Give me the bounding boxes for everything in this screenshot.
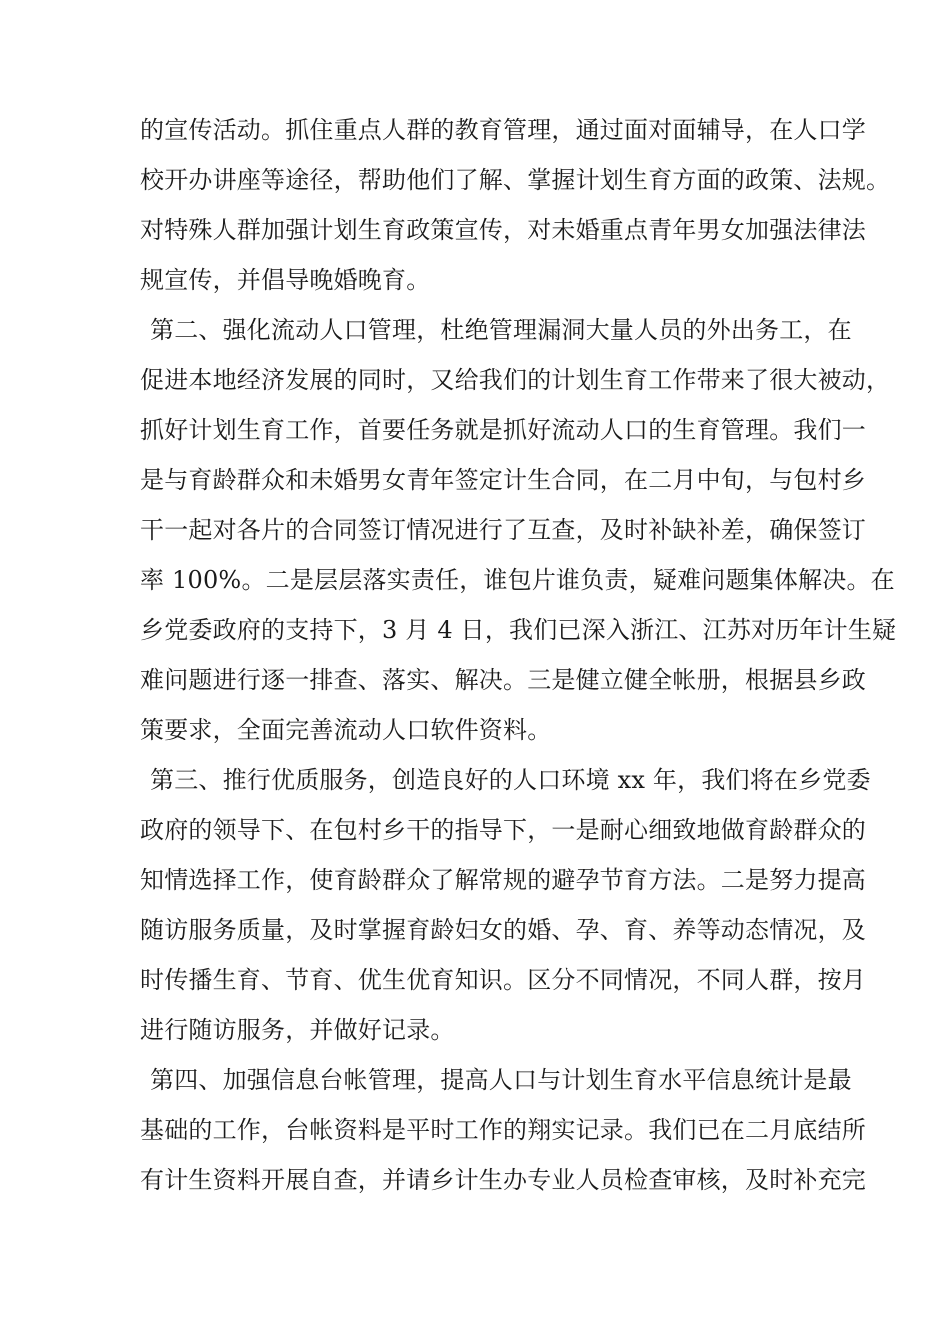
text-line: 对特殊人群加强计划生育政策宣传，对未婚重点青年男女加强法律法 bbox=[140, 216, 866, 244]
paragraph-heading-line: 第三、推行优质服务，创造良好的人口环境 xx 年，我们将在乡党委 bbox=[150, 766, 871, 794]
text-line: 规宣传，并倡导晚婚晚育。 bbox=[140, 266, 431, 294]
paragraph-heading-line: 第四、加强信息台帐管理，提高人口与计划生育水平信息统计是最 bbox=[150, 1066, 852, 1094]
text-line: 率 100%。二是层层落实责任，谁包片谁负责，疑难问题集体解决。在 bbox=[140, 566, 895, 594]
text-line: 策要求，全面完善流动人口软件资料。 bbox=[140, 716, 552, 744]
text-line: 抓好计划生育工作，首要任务就是抓好流动人口的生育管理。我们一 bbox=[140, 416, 866, 444]
text-line: 乡党委政府的支持下，3 月 4 日，我们已深入浙江、江苏对历年计生疑 bbox=[140, 616, 897, 644]
text-line: 时传播生育、节育、优生优育知识。区分不同情况，不同人群，按月 bbox=[140, 966, 866, 994]
text-line: 进行随访服务，并做好记录。 bbox=[140, 1016, 455, 1044]
text-line: 是与育龄群众和未婚男女青年签定计生合同，在二月中旬，与包村乡 bbox=[140, 466, 866, 494]
text-line: 基础的工作，台帐资料是平时工作的翔实记录。我们已在二月底结所 bbox=[140, 1116, 866, 1144]
text-line: 随访服务质量，及时掌握育龄妇女的婚、孕、育、养等动态情况，及 bbox=[140, 916, 866, 944]
text-line: 政府的领导下、在包村乡干的指导下，一是耐心细致地做育龄群众的 bbox=[140, 816, 866, 844]
text-line: 校开办讲座等途径，帮助他们了解、掌握计划生育方面的政策、法规。 bbox=[140, 166, 891, 194]
text-line: 知情选择工作，使育龄群众了解常规的避孕节育方法。二是努力提高 bbox=[140, 866, 866, 894]
text-line: 干一起对各片的合同签订情况进行了互查，及时补缺补差，确保签订 bbox=[140, 516, 866, 544]
text-line: 难问题进行逐一排查、落实、解决。三是健立健全帐册，根据县乡政 bbox=[140, 666, 866, 694]
text-line: 有计生资料开展自查，并请乡计生办专业人员检查审核，及时补充完 bbox=[140, 1166, 866, 1194]
paragraph-heading-line: 第二、强化流动人口管理，杜绝管理漏洞大量人员的外出务工，在 bbox=[150, 316, 852, 344]
text-line: 的宣传活动。抓住重点人群的教育管理，通过面对面辅导，在人口学 bbox=[140, 116, 866, 144]
text-line: 促进本地经济发展的同时，又给我们的计划生育工作带来了很大被动， bbox=[140, 366, 891, 394]
